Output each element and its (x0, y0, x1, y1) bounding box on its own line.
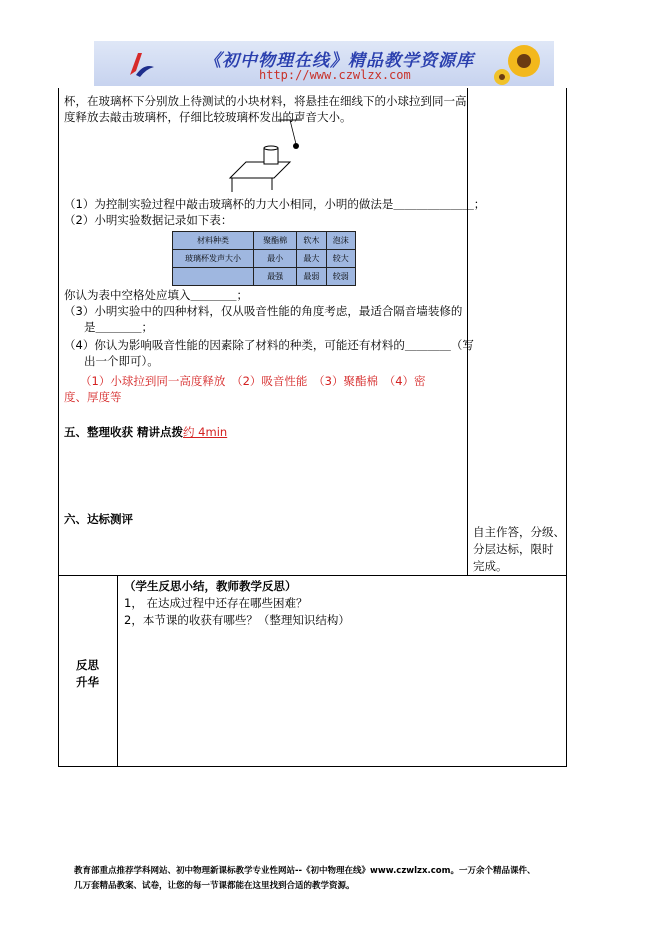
paragraph-line: 杯，在玻璃杯下分别放上待测试的小块材料，将悬挂在细线下的小球拉到同一高 (64, 94, 467, 108)
question-1: （1）为控制实验过程中敲击玻璃杯的力大小相同，小明的做法是＿＿＿＿＿＿＿； (64, 197, 486, 211)
table-cell: 软木 (297, 232, 326, 250)
table-cell: 最强 (254, 268, 297, 286)
site-title: 《初中物理在线》精品教学资源库 (204, 51, 474, 71)
table-cell (173, 268, 254, 286)
table-row (173, 250, 356, 268)
reflection-item: 2，本节课的收获有哪些？（整理知识结构） (124, 613, 350, 627)
section-5-time: 约 4min (183, 425, 228, 439)
question-4-cont: 出一个即可）。 (84, 354, 159, 368)
paragraph-line: 度释放去敲击玻璃杯，仔细比较玻璃杯发出的声音大小。 (64, 110, 352, 124)
footer-line: 教育部重点推荐学科网站、初中物理新课标教学专业性网站--《初中物理在线》www.czwlzx.com。一万余个精品课件、 (74, 866, 536, 876)
column-divider (467, 88, 468, 576)
table-cell: 材料种类 (173, 232, 254, 250)
table-cell: 最大 (297, 250, 326, 268)
reflection-label: 反思 (76, 658, 99, 672)
header-banner (94, 41, 554, 86)
table-cell: 最弱 (297, 268, 326, 286)
section-5-heading (64, 425, 227, 439)
sunflower-icon (494, 43, 546, 85)
reflection-item: 1， 在达成过程中还存在哪些困难？ (124, 596, 308, 610)
reflection-heading: （学生反思小结，教师教学反思） (124, 579, 297, 593)
section-6-heading: 六、达标测评 (64, 512, 133, 526)
experiment-diagram (226, 118, 310, 194)
table-cell: 较大 (326, 250, 355, 268)
answer-line: （1）小球拉到同一高度释放 （2）吸音性能 （3）聚酯棉 （4）密 (80, 374, 426, 388)
answer-line: 度、厚度等 (64, 390, 122, 404)
table-cell: 聚酯棉 (254, 232, 297, 250)
site-logo-icon (124, 47, 158, 81)
question-4: （4）你认为影响吸音性能的因素除了材料的种类，可能还有材料的＿＿＿＿（写 (64, 338, 474, 352)
reflection-divider (117, 576, 118, 767)
question-3: （3）小明实验中的四种材料，仅从吸音性能的角度考虑，最适合隔音墙装修的 (64, 304, 463, 318)
side-note-line: 自主作答，分级、 (473, 525, 565, 539)
side-note-line: 分层达标，限时 (473, 542, 554, 556)
section-5-label: 五、整理收获 精讲点拨 (64, 425, 184, 439)
question-3-cont: 是＿＿＿＿； (84, 320, 153, 334)
side-note-line: 完成。 (473, 559, 508, 573)
table-cell: 最小 (254, 250, 297, 268)
site-url[interactable]: http://www.czwlzx.com (259, 68, 411, 82)
question-2: （2）小明实验数据记录如下表： (64, 213, 233, 227)
table-row (173, 232, 356, 250)
table-row (173, 268, 356, 286)
footer-line: 几万套精品教案、试卷，让您的每一节课都能在这里找到合适的教学资源。 (74, 881, 355, 891)
reflection-label: 升华 (76, 675, 99, 689)
data-table (172, 231, 356, 286)
table-cell: 玻璃杯发声大小 (173, 250, 254, 268)
table-cell: 泡沫 (326, 232, 355, 250)
table-cell: 较弱 (326, 268, 355, 286)
question-2-fill: 你认为表中空格处应填入＿＿＿＿； (64, 288, 248, 302)
